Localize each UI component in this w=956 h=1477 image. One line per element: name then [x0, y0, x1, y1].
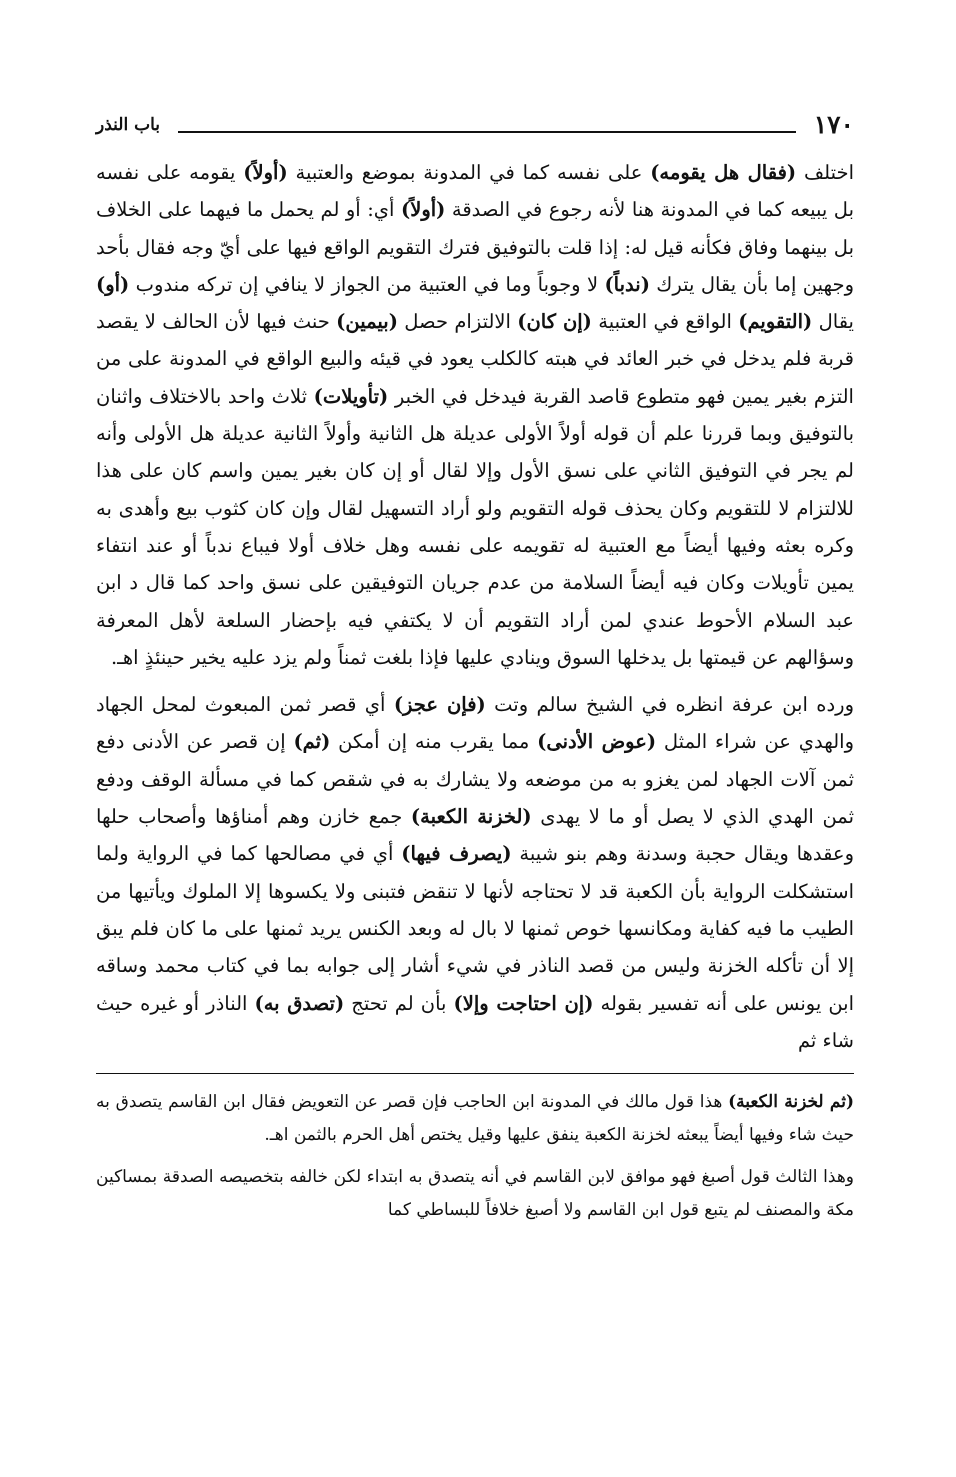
text-run: أي: أو لم يحمل ما فيهما على الخلاف بل بينهما وفاق فكأنه قيل له: إذا قلت بالتوفيق فترك التقويم الواقع فيها على أيّ وجه فقال بأحد وجهين إما بأن يقال يترك — [96, 198, 854, 296]
bold-quote: (تصدق به) — [254, 991, 345, 1015]
text-run: الالتزام حصل — [397, 310, 518, 334]
text-run: أي قصر ثمن المبعوث لمحل الجهاد والهدي عن شراء المثل — [96, 693, 854, 754]
text-run: لا وجوباً وما في العتبية من الجواز لا ينافي إن تركه مندوب — [129, 272, 605, 296]
text-run: حنث فيها لأن الحالف لا يقصد قربة فلم يدخل في خبر العائد في هبته كالكلب يعود في قيئه والبيع الواقع في المدونة على من التزم بغير يمين فهو متطوع قاصد القربة فيدخل في الخبر — [96, 310, 854, 408]
text-run: إن قصر عن الأدنى دفع ثمن آلات الجهاد لمن يغزو به من موضعه ولا يشارك به في شقص كما في مسألة الوقف ودفع ثمن الهدي الذي لا يصل أو ما لا يهدى — [96, 730, 854, 829]
text-run: الناذر أو غيره حيث شاء ثم — [96, 991, 854, 1052]
footnotes — [96, 1086, 854, 1226]
paragraph-1 — [96, 154, 854, 676]
main-text — [96, 154, 854, 1059]
text-run: ورده ابن عرفة انظره في الشيخ سالم وتت — [485, 693, 854, 717]
bold-quote: (ثم) — [293, 730, 331, 754]
bold-quote: (فقال هل يقومه) — [650, 161, 797, 184]
bold-quote: (بيمين) — [336, 310, 398, 334]
bold-quote: (ندباً) — [604, 272, 650, 296]
text-run: مما يقرب منه إن أمكن — [330, 730, 538, 754]
bold-quote: (إن كان) — [517, 310, 592, 334]
text-run: بأن لم تحتج — [344, 991, 454, 1015]
bold-quote: (أولاً) — [243, 161, 288, 184]
header-rule — [178, 131, 796, 133]
bold-quote: (إن احتاجت وإلا) — [453, 991, 594, 1015]
text-run: هذا قول مالك في المدونة ابن الحاجب فإن قصر عن التعويض فقال ابن القاسم يتصدق به حيث شاء وفيها أيضاً يبعثه لخزنة الكعبة ينفق عليها وقيل يختص أهل الحرم بالثمن اهـ. — [96, 1092, 854, 1145]
bold-quote: (يصرف فيها) — [401, 842, 512, 866]
footnote-2 — [96, 1161, 854, 1226]
bold-quote: (أو) — [96, 272, 130, 296]
text-run: ثلاث واحد بالاختلاف واثنان بالتوفيق وبما قررنا علم أن قوله أولاً الأولى عديلة هل الثانية وأولاً الثانية عديلة هل الأولى وأنه لم يجر في التوفيق الثاني على نسق الأول وإلا لقال أو إن كان بغير يمين واسم كان على هذا للالتزام لا للتقويم وكان يحذف قوله التقويم ولو أراد التسهيل لقال وإن كان كثوب بيع وأهدى به وكره بعثه وفيها أيضاً مع العتبية له تقويمه على نفسه وهل خلاف أولا فيباع ندباً أو عند انتفاء يمين تأويلات وكان فيه أيضاً السلامة من عدم جريان التوفيقين على نسق واحد كما قال د ابن عبد السلام الأحوط عندي لمن أراد التقويم أن لا يكتفي فيه بإحضار السلعة لأهل المعرفة وسؤالهم عن قيمتها بل يدخلها السوق وينادي عليها فإذا بلغت ثمناً ولم يزد عليه يخير حينئذٍ اهـ. — [96, 384, 854, 669]
footnote-rule — [96, 1073, 854, 1074]
text-run: أي في مصالحها كما في الرواية ولما استشكلت الرواية بأن الكعبة قد لا تحتاجه لأنها لا تنقض فتبنى ولا يكسوها إلا الملوك ويأتيها من الطيب ما فيه كفاية ومكانسها خوص ثمنها لا بال له وبعد الكنس يريد ثمنها على ما كان فلم يبق إلا أن تأكله الخزنة وليس من قصد الناذر في شيء أشار إلى جوابه بما في كتاب محمد وساقه ابن يونس على أنه تفسير بقوله — [96, 842, 855, 1015]
chapter-title: باب النذر — [96, 115, 160, 135]
bold-quote: (ثم لخزنة الكعبة) — [728, 1092, 854, 1113]
bold-quote: (فإن عجز) — [393, 693, 486, 717]
text-run: يقال — [812, 310, 854, 334]
paragraph-2 — [96, 686, 854, 1059]
text-run: وهذا الثالث قول أصبغ فهو موافق لابن القاسم في أنه يتصدق به ابتداء لكن خالفه بتخصيصه الصدقة بمساكين مكة والمصنف لم يتبع قول ابن القاسم ولا أصبغ خلافاً للبساطي كما — [96, 1167, 854, 1220]
bold-quote: (لخزنة الكعبة) — [410, 805, 532, 829]
text-run: الواقع في العتبية — [591, 310, 739, 334]
text-run: جمع خازن وهم أمناؤها وأصحاب حلها وعقدها ويقال حجبة وسدنة وهم بنو شيبة — [96, 805, 854, 866]
bold-quote: (عوض الأدنى) — [537, 730, 657, 754]
bold-quote: (تأويلات) — [313, 384, 389, 408]
text-run: اختلف — [796, 161, 854, 184]
bold-quote: (التقويم) — [738, 310, 813, 334]
text-run: يقومه على نفسه بل يبيعه كما في المدونة هنا لأنه رجوع في الصدقة — [96, 161, 854, 222]
text-run: على نفسه كما في المدونة بموضع والعتبية — [287, 161, 651, 184]
page-number: ١٧٠ — [813, 110, 854, 139]
footnote-1 — [96, 1086, 854, 1151]
bold-quote: (أولاً) — [400, 198, 446, 222]
running-head — [96, 112, 854, 138]
